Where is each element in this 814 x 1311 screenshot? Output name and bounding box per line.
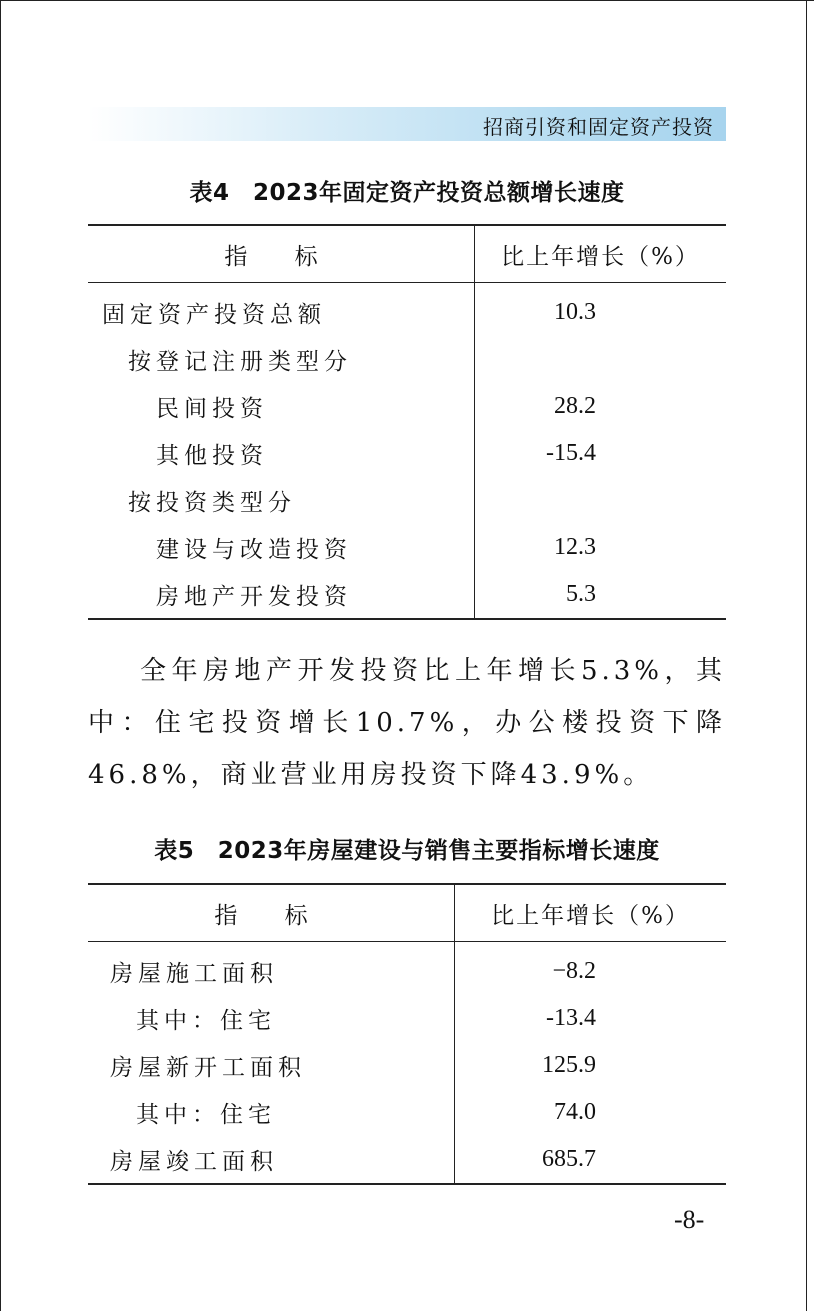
row-label: 建设与改造投资: [88, 524, 475, 571]
table-row: [88, 336, 726, 383]
row-value: [475, 336, 727, 383]
row-label: 固定资产投资总额: [88, 283, 475, 337]
row-label: 房屋竣工面积: [88, 1136, 455, 1184]
table-row: [88, 995, 726, 1042]
row-value: 685.7: [542, 1146, 596, 1172]
table-row: [88, 1042, 726, 1089]
table-row: [88, 524, 726, 571]
row-value: -13.4: [546, 1005, 596, 1031]
table4-col-indicator: 指 标: [88, 225, 475, 283]
row-value: 125.9: [542, 1052, 596, 1078]
row-label: 房屋新开工面积: [88, 1042, 455, 1089]
row-value: −8.2: [552, 958, 596, 984]
row-value: 5.3: [566, 581, 596, 607]
row-label: 按投资类型分: [88, 477, 475, 524]
row-label: 民间投资: [88, 383, 475, 430]
row-value: 12.3: [554, 534, 596, 560]
row-value: [475, 477, 727, 524]
table4-title: 表4 2023年固定资产投资总额增长速度: [189, 180, 625, 206]
body-paragraph: 全年房地产开发投资比上年增长5.3%，其中：住宅投资增长10.7%，办公楼投资下降46.8%，商业营业用房投资下降43.9%。: [88, 656, 726, 790]
table-row: [88, 1136, 726, 1184]
table-row: [88, 283, 726, 337]
page-number: -8-: [674, 1205, 705, 1234]
page-border-left: [0, 0, 1, 1311]
section-header-band: [88, 107, 726, 141]
table-row: [88, 383, 726, 430]
row-label: 房屋施工面积: [88, 942, 455, 996]
table5-header-row: [88, 884, 726, 942]
table5: [88, 883, 726, 1185]
table-row: [88, 571, 726, 619]
section-header-title: 招商引资和固定资产投资: [483, 115, 714, 139]
table-row: [88, 477, 726, 524]
page-border-right: [806, 0, 807, 1311]
table5-title: 表5 2023年房屋建设与销售主要指标增长速度: [154, 838, 660, 864]
row-label: 其中：住宅: [88, 1089, 455, 1136]
table-row: [88, 430, 726, 477]
row-label: 按登记注册类型分: [88, 336, 475, 383]
table5-col-indicator: 指 标: [88, 884, 455, 942]
table4: [88, 224, 726, 620]
row-value: 74.0: [554, 1099, 596, 1125]
page-border-top: [0, 0, 814, 1]
table4-header-row: [88, 225, 726, 283]
table4-col-growth: 比上年增长（%）: [501, 243, 700, 270]
row-label: 房地产开发投资: [88, 571, 475, 619]
table5-col-growth: 比上年增长（%）: [491, 902, 690, 929]
row-value: 28.2: [554, 393, 596, 419]
row-label: 其他投资: [88, 430, 475, 477]
table-row: [88, 1089, 726, 1136]
row-value: -15.4: [546, 440, 596, 466]
table-row: [88, 942, 726, 996]
row-label: 其中：住宅: [88, 995, 455, 1042]
row-value: 10.3: [554, 299, 596, 325]
